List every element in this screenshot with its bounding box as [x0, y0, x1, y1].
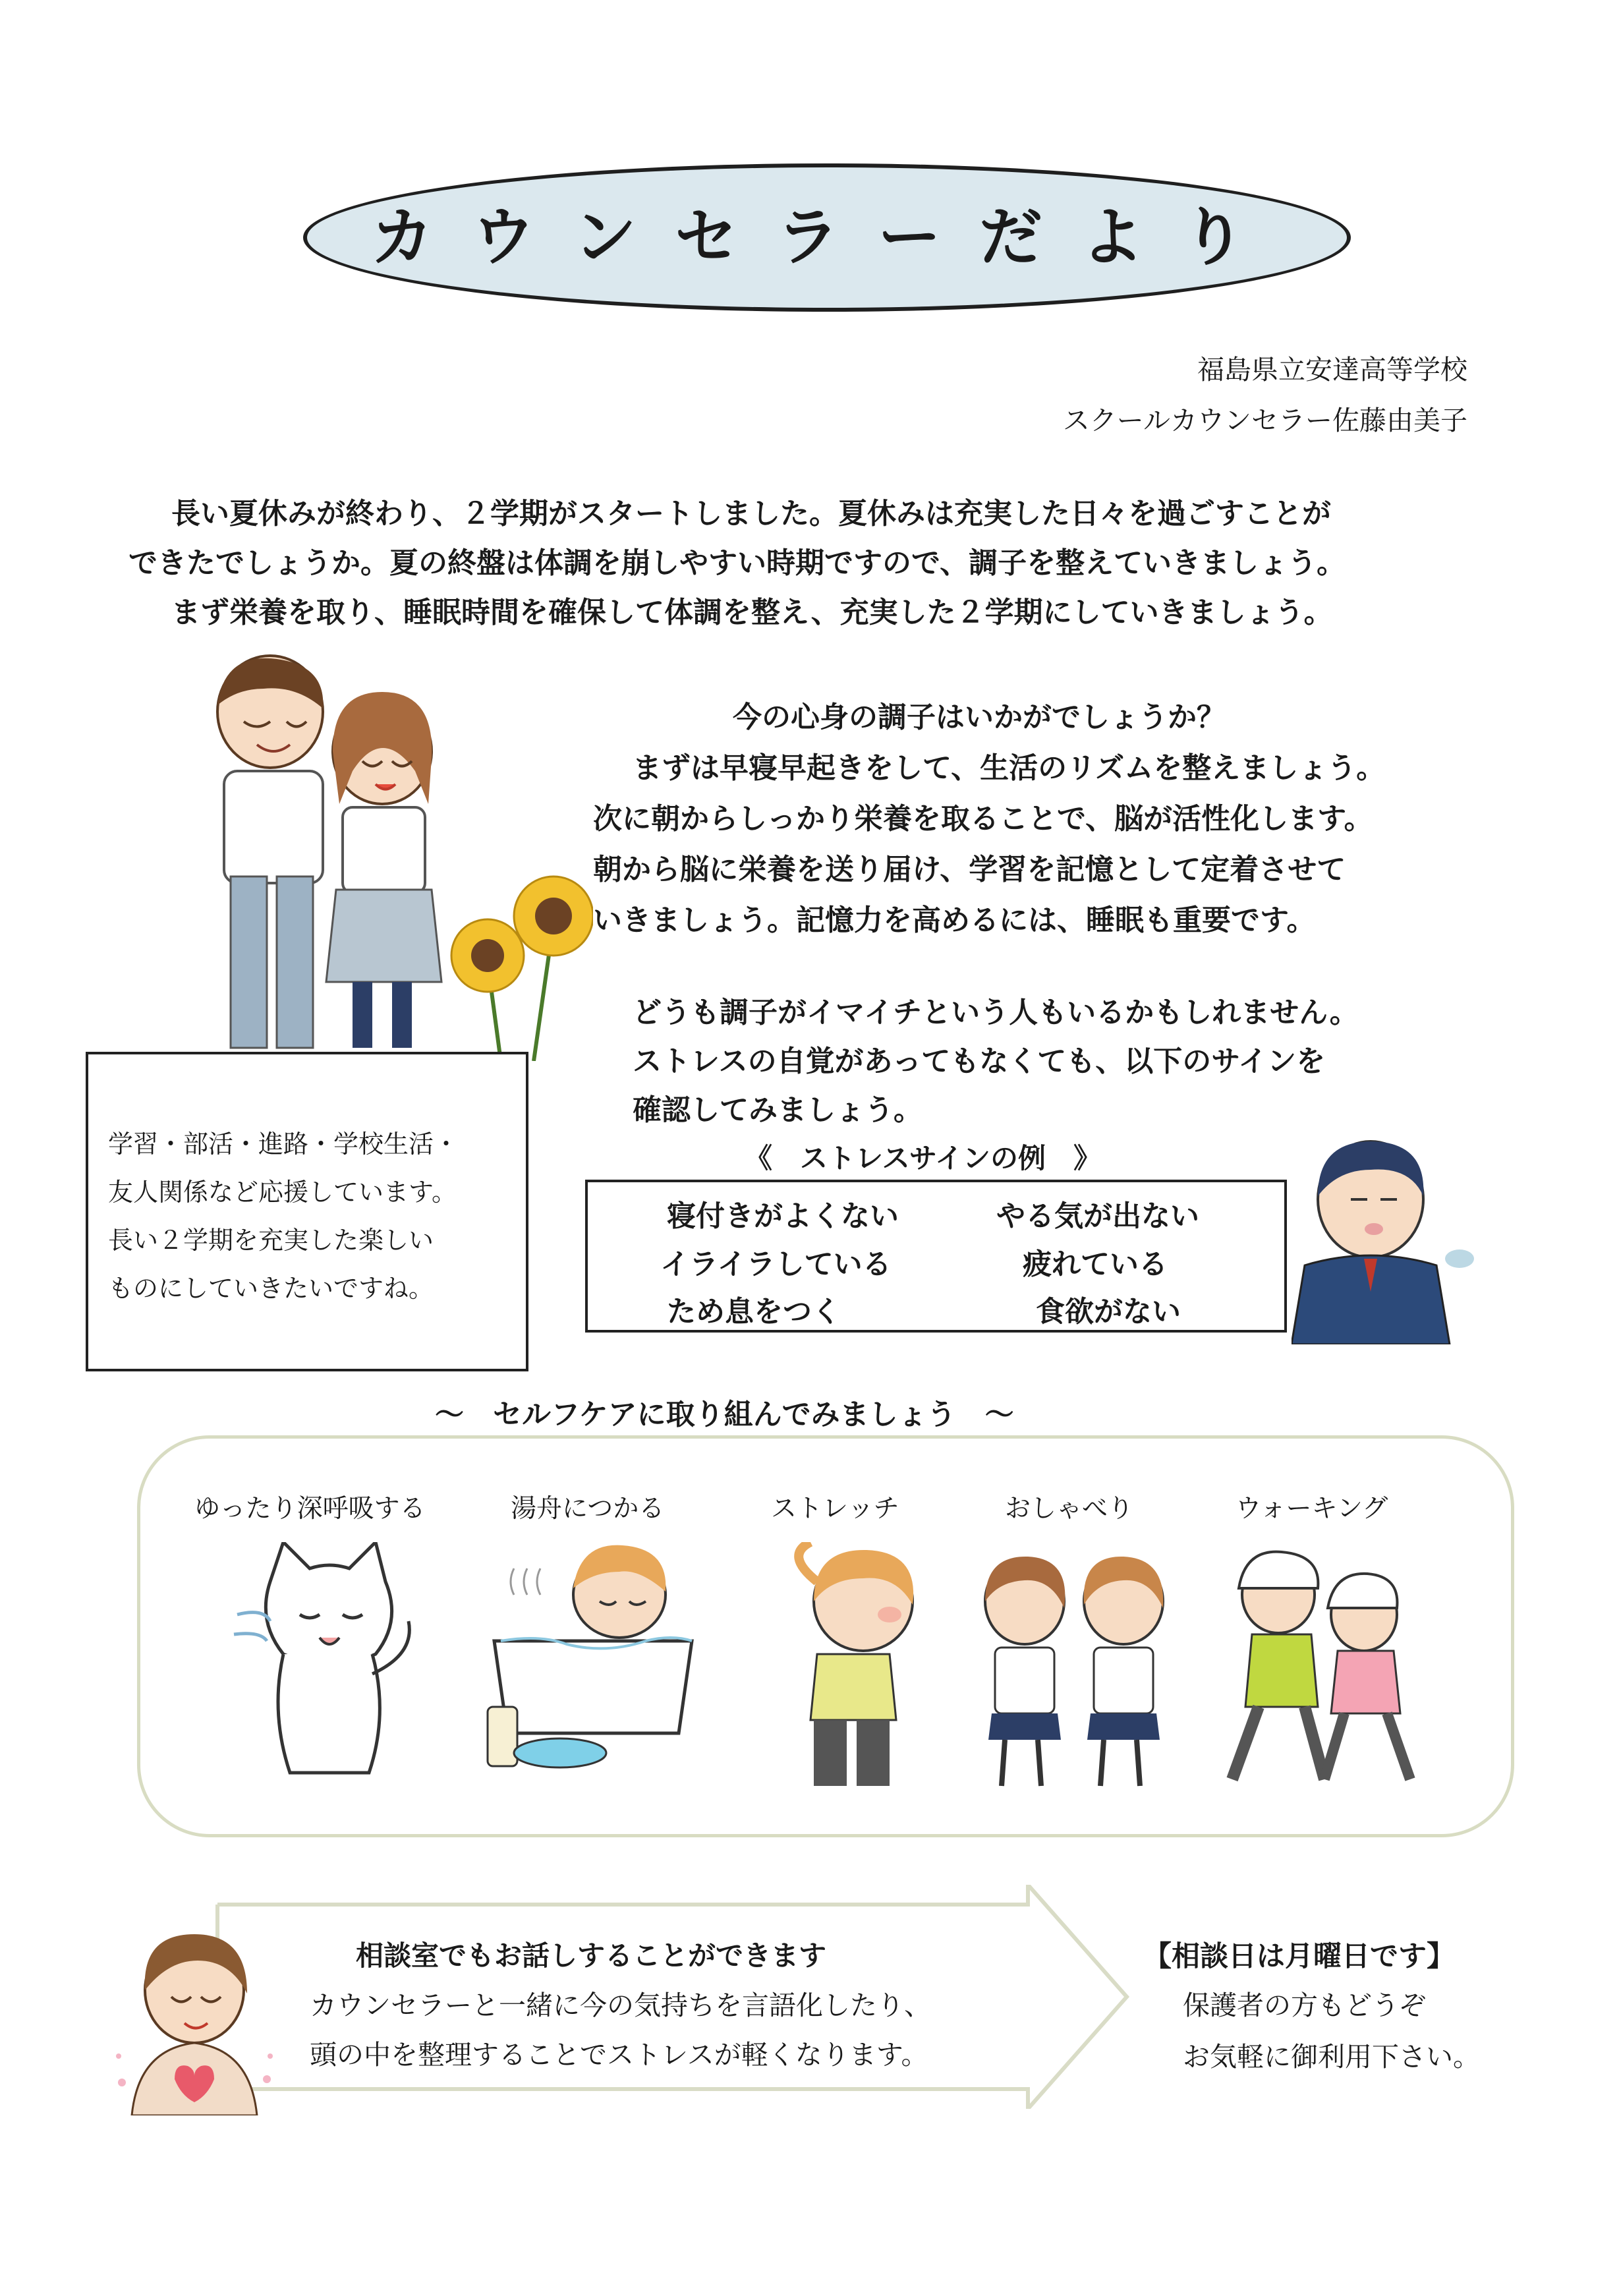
school-name: 福島県立安達高等学校	[1197, 354, 1467, 386]
cat-breathing-illustration	[231, 1542, 428, 1793]
mind-line: 次に朝からしっかり栄養を取ることで、脳が活性化します。	[593, 802, 1373, 836]
stress-sign: ため息をつく	[667, 1295, 841, 1329]
stress-signs-heading: 《 ストレスサインの例 》	[745, 1142, 1101, 1174]
support-message-box	[86, 1052, 528, 1371]
support-line: 学習・部活・進路・学校生活・	[108, 1130, 459, 1159]
counselor-illustration	[105, 1924, 283, 2115]
bath-illustration	[474, 1542, 712, 1793]
consultation-days-line: 保護者の方もどうぞ	[1183, 1990, 1426, 2021]
selfcare-label: ウォーキング	[1236, 1494, 1388, 1524]
consultation-line: 頭の中を整理することでストレスが軽くなります。	[310, 2039, 928, 2071]
stress-sign: 食欲がない	[1036, 1295, 1181, 1329]
support-line: 長い２学期を充実した楽しい	[108, 1226, 434, 1255]
intro-line: できたでしょうか。夏の終盤は体調を崩しやすい時期ですので、調子を整えていきましょう。	[128, 546, 1346, 580]
consultation-title: 相談室でもお話しすることができます	[356, 1939, 827, 1972]
support-line: ものにしていきたいですね。	[108, 1274, 434, 1303]
mind-line: 朝から脳に栄養を送り届け、学習を記憶として定着させて	[593, 853, 1346, 886]
tired-student-illustration	[1292, 1134, 1483, 1344]
intro-line: まず栄養を取り、睡眠時間を確保して体調を整え、充実した２学期にしていきましょう。	[171, 596, 1333, 629]
intro-line: 長い夏休みが終わり、２学期がスタートしました。夏休みは充実した日々を過ごすことが	[171, 497, 1331, 531]
signs-intro-line: ストレスの自覚があってもなくても、以下のサインを	[633, 1045, 1326, 1078]
intro-paragraph	[128, 489, 1479, 637]
selfcare-heading: ～ セルフケアに取り組んでみましょう ～	[435, 1398, 1014, 1431]
selfcare-label: ストレッチ	[771, 1494, 899, 1524]
walking-illustration	[1212, 1542, 1436, 1793]
mind-line: まずは早寝早起きをして、生活のリズムを整えましょう。	[633, 751, 1386, 785]
support-line: 友人関係など応援しています。	[108, 1178, 457, 1207]
consultation-days-line: お気軽に御利用下さい。	[1183, 2041, 1480, 2073]
stress-sign: 寝付きがよくない	[667, 1199, 899, 1233]
mind-line: いきましょう。記憶力を高めるには、睡眠も重要です。	[593, 904, 1316, 937]
stretch-illustration	[758, 1542, 955, 1793]
counselor-name: スクールカウンセラー佐藤由美子	[1062, 405, 1467, 436]
mind-line: 今の心身の調子はいかがでしょうか？	[733, 701, 1226, 734]
selfcare-label: ゆったり深呼吸する	[194, 1494, 426, 1524]
consultation-line: カウンセラーと一緒に今の気持ちを言語化したり、	[310, 1990, 931, 2021]
signs-intro-line: どうも調子がイマイチという人もいるかもしれません。	[633, 996, 1359, 1029]
chatting-illustration	[965, 1542, 1183, 1793]
students-illustration	[165, 652, 593, 1061]
signs-intro-paragraph	[633, 989, 1489, 1135]
page-title: カウンセラーだより	[370, 200, 1284, 274]
selfcare-label: おしゃべり	[1005, 1494, 1134, 1524]
signs-intro-line: 確認してみましょう。	[633, 1093, 923, 1127]
consultation-days-title: 【相談日は月曜日です】	[1143, 1940, 1455, 1973]
stress-sign: イライラしている	[660, 1248, 892, 1281]
mind-paragraph	[593, 692, 1516, 946]
stress-signs-box	[585, 1180, 1287, 1333]
stress-sign: やる気が出ない	[996, 1199, 1199, 1233]
selfcare-label: 湯舟につかる	[511, 1494, 665, 1524]
stress-sign: 疲れている	[1023, 1248, 1168, 1281]
